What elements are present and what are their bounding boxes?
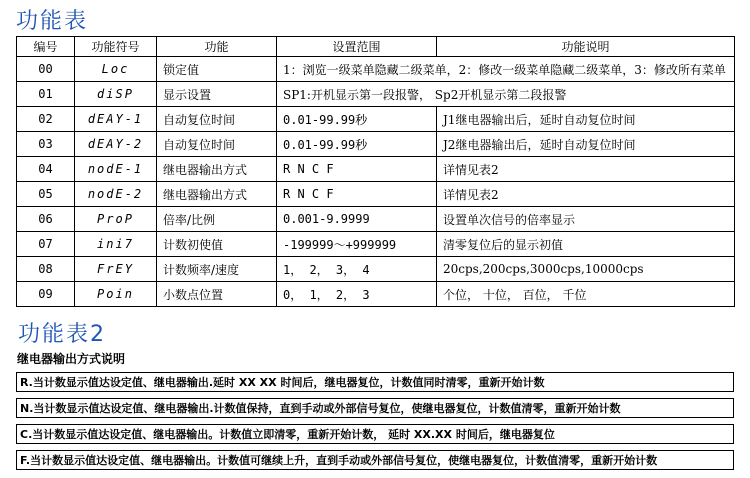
row-symbol: Loc	[75, 57, 157, 82]
row-description: 清零复位后的显示初值	[437, 232, 735, 257]
header-symbol: 功能符号	[75, 37, 157, 57]
table-header-row	[17, 37, 735, 57]
row-range: 0， 1， 2， 3	[277, 282, 437, 307]
table-row	[17, 182, 735, 207]
row-description: 20cps,200cps,3000cps,10000cps	[437, 257, 735, 282]
table-row	[17, 282, 735, 307]
row-function: 小数点位置	[157, 282, 277, 307]
header-range: 设置范围	[277, 37, 437, 57]
table-row	[17, 257, 735, 282]
row-function: 计数频率/速度	[157, 257, 277, 282]
function-table	[16, 36, 735, 307]
row-number: 06	[17, 207, 75, 232]
row-range: 0.01-99.99秒	[277, 107, 437, 132]
mode-n-description: N.当计数显示值达设定值、继电器输出.计数值保持，直到手动或外部信号复位，使继电器复位，计数值清零，重新开始计数	[16, 398, 734, 418]
row-symbol: Poin	[75, 282, 157, 307]
header-description: 功能说明	[437, 37, 735, 57]
row-function: 计数初使值	[157, 232, 277, 257]
row-symbol: diSP	[75, 82, 157, 107]
row-symbol: dEAY-2	[75, 132, 157, 157]
row-description: 详情见表2	[437, 157, 735, 182]
row-number: 09	[17, 282, 75, 307]
table-row	[17, 157, 735, 182]
row-description: 个位， 十位， 百位， 千位	[437, 282, 735, 307]
row-number: 07	[17, 232, 75, 257]
row-symbol: ini7	[75, 232, 157, 257]
mode-r-description: R.当计数显示值达设定值、继电器输出.延时 XX XX 时间后，继电器复位，计数值同时清零，重新开始计数	[16, 372, 734, 392]
row-number: 02	[17, 107, 75, 132]
mode-c-description: C.当计数显示值达设定值、继电器输出。计数值立即清零，重新开始计数， 延时 XX.XX 时间后，继电器复位	[16, 424, 734, 444]
row-symbol: ProP	[75, 207, 157, 232]
row-function: 自动复位时间	[157, 132, 277, 157]
row-range: SP1:开机显示第一段报警， Sp2开机显示第二段报警	[277, 82, 735, 107]
row-description: 设置单次信号的倍率显示	[437, 207, 735, 232]
row-number: 05	[17, 182, 75, 207]
row-function: 倍率/比例	[157, 207, 277, 232]
table-row	[17, 57, 735, 82]
relay-mode-subtitle: 继电器输出方式说明	[17, 352, 126, 366]
mode-f-description: F.当计数显示值达设定值、继电器输出。计数值可继续上升，直到手动或外部信号复位，使继电器复位，计数值清零，重新开始计数	[16, 450, 734, 470]
row-number: 01	[17, 82, 75, 107]
row-symbol: FrEY	[75, 257, 157, 282]
table-row	[17, 207, 735, 232]
row-symbol: nodE-1	[75, 157, 157, 182]
row-number: 00	[17, 57, 75, 82]
row-symbol: nodE-2	[75, 182, 157, 207]
row-range: -199999～+999999	[277, 232, 437, 257]
table-row	[17, 82, 735, 107]
table-row	[17, 232, 735, 257]
row-number: 03	[17, 132, 75, 157]
row-description: 详情见表2	[437, 182, 735, 207]
row-range: 0.001-9.9999	[277, 207, 437, 232]
table-row	[17, 107, 735, 132]
row-function: 继电器输出方式	[157, 182, 277, 207]
row-range: 1：浏览一级菜单隐藏二级菜单，2：修改一级菜单隐藏二级菜单，3：修改所有菜单	[277, 57, 735, 82]
row-function: 锁定值	[157, 57, 277, 82]
row-number: 04	[17, 157, 75, 182]
function-table-2-title: 功能表2	[18, 322, 106, 347]
row-range: R N C F	[277, 182, 437, 207]
row-number: 08	[17, 257, 75, 282]
header-number: 编号	[17, 37, 75, 57]
row-description: J1继电器输出后，延时自动复位时间	[437, 107, 735, 132]
header-function: 功能	[157, 37, 277, 57]
row-range: 0.01-99.99秒	[277, 132, 437, 157]
table-row	[17, 132, 735, 157]
row-function: 继电器输出方式	[157, 157, 277, 182]
row-function: 显示设置	[157, 82, 277, 107]
row-description: J2继电器输出后，延时自动复位时间	[437, 132, 735, 157]
function-table-title: 功能表	[16, 9, 89, 34]
row-symbol: dEAY-1	[75, 107, 157, 132]
row-range: 1， 2， 3， 4	[277, 257, 437, 282]
row-range: R N C F	[277, 157, 437, 182]
row-function: 自动复位时间	[157, 107, 277, 132]
